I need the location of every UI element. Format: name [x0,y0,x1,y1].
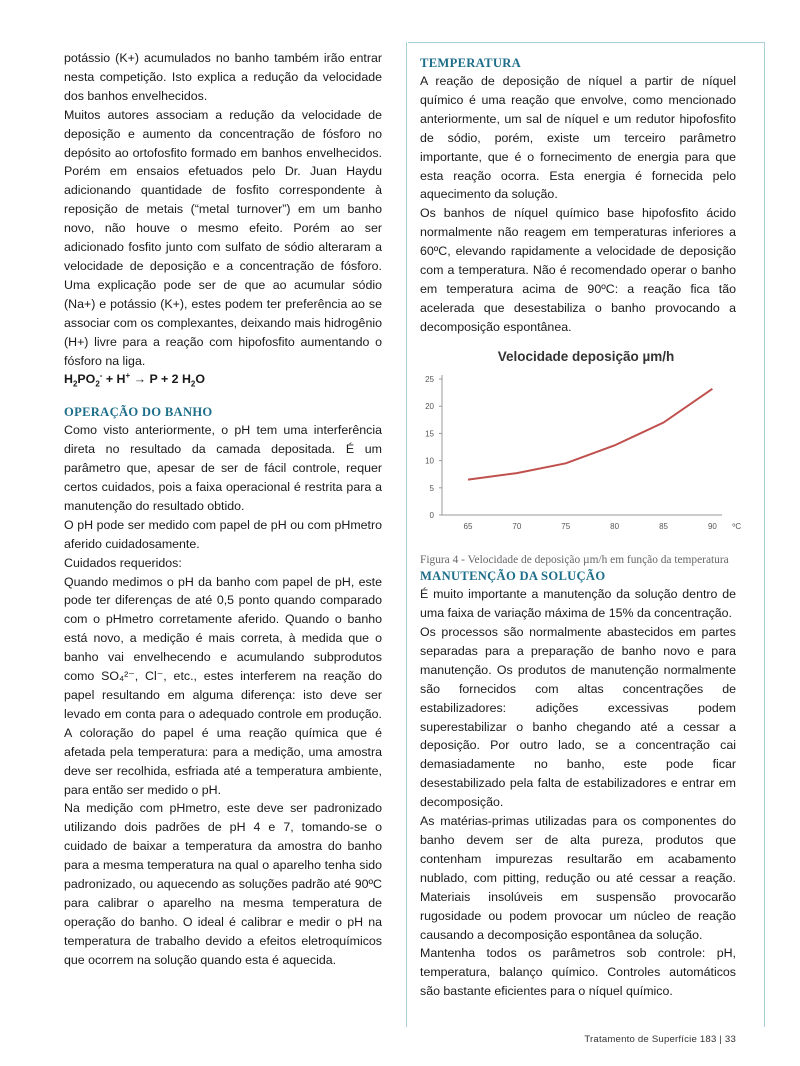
x-tick-label: 80 [610,521,620,531]
y-tick-label: 15 [425,429,434,439]
x-tick-label: 65 [463,521,473,531]
deposition-speed-chart [420,343,742,553]
figure-caption: Figura 4 - Velocidade de deposição µm/h em função da temperatura [420,553,729,566]
paragraph: Quando medimos o pH da banho com papel de pH, este pode ter diferenças de até 0,5 ponto quando comparado com o pHmetro corretamente aferido. Quando o banho está novo, a medição é mais correta, à medida que o banho vai envelhecendo e acumulando subprodutos como SO₄²⁻, Cl⁻, etc., estes interferem na reação do papel resultando em alguma diferença: isto deve ser levado em conta para o adequado controle em produção. A coloração do papel é uma reação química que é afetada pela temperatura: para a medição, uma amostra deve ser recolhida, esfriada até a temperatura ambiente, para então ser medido o pH. [64,574,382,797]
page-footer: Tratamento de Superfície 183 | 33 [584,1034,736,1045]
right-column [420,54,742,1001]
left-column [64,49,382,970]
chart-title: Velocidade deposição µm/h [497,348,675,364]
paragraph: Mantenha todos os parâmetros sob controle: pH, temperatura, balanço químico. Controles automáticos são bastante eficientes para o níquel químico. [420,946,736,999]
paragraph: As matérias-primas utilizadas para os componentes do banho devem ser de alta pureza, produtos que contenham impurezas resultarão em acabamento nublado, com pitting, redução ou até cessar a reação. Materiais insolúveis em suspensão provocarão rugosidade ou podem provocar um núcleo de reação causando a decomposição espontânea da solução. [420,814,736,942]
y-tick-label: 25 [425,374,434,384]
paragraph: Cuidados requeridos: [64,555,182,570]
paragraph: A reação de deposição de níquel a partir de níquel químico é uma reação que envolve, como mencionado anteriormente, um sal de níquel e um redutor hipofosfito de sódio, porém, existe um terceiro parâmetro importante, que é o fornecimento de energia para que esta reação ocorra. Esta energia é fornecida pelo aquecimento da solução. [420,74,736,202]
y-tick-label: 20 [425,401,434,411]
chart-svg [420,343,742,553]
x-unit-label: ºC [732,521,742,531]
section-heading-manutencao: MANUTENÇÃO DA SOLUÇÃO [420,569,606,584]
paragraph: Os banhos de níquel químico base hipofosfito ácido normalmente não reagem em temperaturas inferiores a 60ºC, elevando rapidamente a velocidade de deposição com a temperatura. Não é recomendado operar o banho em temperatura acima de 90ºC: a reação fica tão acelerada que desestabiliza o banho provocando a decomposição espontânea. [420,206,736,334]
paragraph: potássio (K+) acumulados no banho também irão entrar nesta competição. Isto explica a redução da velocidade dos banhos envelhecidos. [64,51,382,103]
paragraph: Os processos são normalmente abastecidos em partes separadas para a preparação de banho novo e para manutenção. Os produtos de manutenção normalmente são fornecidos com altas concentrações de estabilizadores: adições excessivas podem superestabilizar o banho chegando até a cessar a deposição. Por outro lado, se a concentração cai demasiadamente no banho, este pode ficar desestabilizado pela falta de estabilizadores e entrar em decomposição. [420,625,736,810]
paragraph: O pH pode ser medido com papel de pH ou com pHmetro aferido cuidadosamente. [64,517,382,551]
column-divider [406,42,407,1027]
x-tick-label: 75 [561,521,571,531]
x-tick-label: 90 [707,521,717,531]
frame-top-rule [408,42,765,43]
series-line [468,388,712,479]
paragraph: Como visto anteriormente, o pH tem uma interferência direta no resultado da camada depositada. É um parâmetro que, apesar de ser de fácil controle, requer certos cuidados, pois a faixa operacional é restrita para a manutenção do resultado obtido. [64,423,382,513]
section-heading-temperatura: TEMPERATURA [420,56,522,70]
chemical-formula: $H_2PO_2^- + H^+ \to P + 2$ $H_2O$ [64,371,206,389]
paragraph: Na medição com pHmetro, este deve ser padronizado utilizando dois padrões de pH 4 e 7, tomando-se o cuidado de baixar a temperatura da amostra do banho para a mesma temperatura na qual o aparelho tenha sido padronizado, ou aquecendo as soluções padrão até 90ºC para calibrar o aparelho na mesma temperatura de operação do banho. O ideal é calibrar e medir o pH na temperatura de trabalho devido a efeitos eletroquímicos que ocorrem na solução quando esta é aquecida. [64,801,382,967]
section-heading-operacao: OPERAÇÃO DO BANHO [64,405,213,420]
paragraph: Muitos autores associam a redução da velocidade de deposição e aumento da concentração de fósforo no depósito ao ortofosfito formado em banhos envelhecidos. Porém em ensaios efetuados pelo Dr. Juan Haydu adicionando quantidade de fosfito correspondente à reposição de metais (“metal turnover”) em um banho novo, não houve o mesmo efeito. Porém ao ser adicionado fosfito junto com sulfato de sódio alteraram a velocidade de deposição e a concentração de fósforo. Uma explicação pode ser de que ao acumular sódio (Na+) e potássio (K+), estes podem ter preferência ao se associar com os complexantes, deixando mais hidrogênio (H+) livre para a reação com hipofosfito aumentando o fósforo na liga. [64,107,382,368]
x-tick-label: 85 [659,521,668,531]
frame-right-rule [764,42,765,1027]
paragraph: É muito importante a manutenção da solução dentro de uma faixa de variação máxima de 15% da concentração. [420,587,736,621]
y-tick-label: 10 [425,456,434,466]
y-tick-label: 5 [429,483,434,493]
y-tick-label: 0 [429,510,434,520]
x-tick-label: 70 [512,521,522,531]
